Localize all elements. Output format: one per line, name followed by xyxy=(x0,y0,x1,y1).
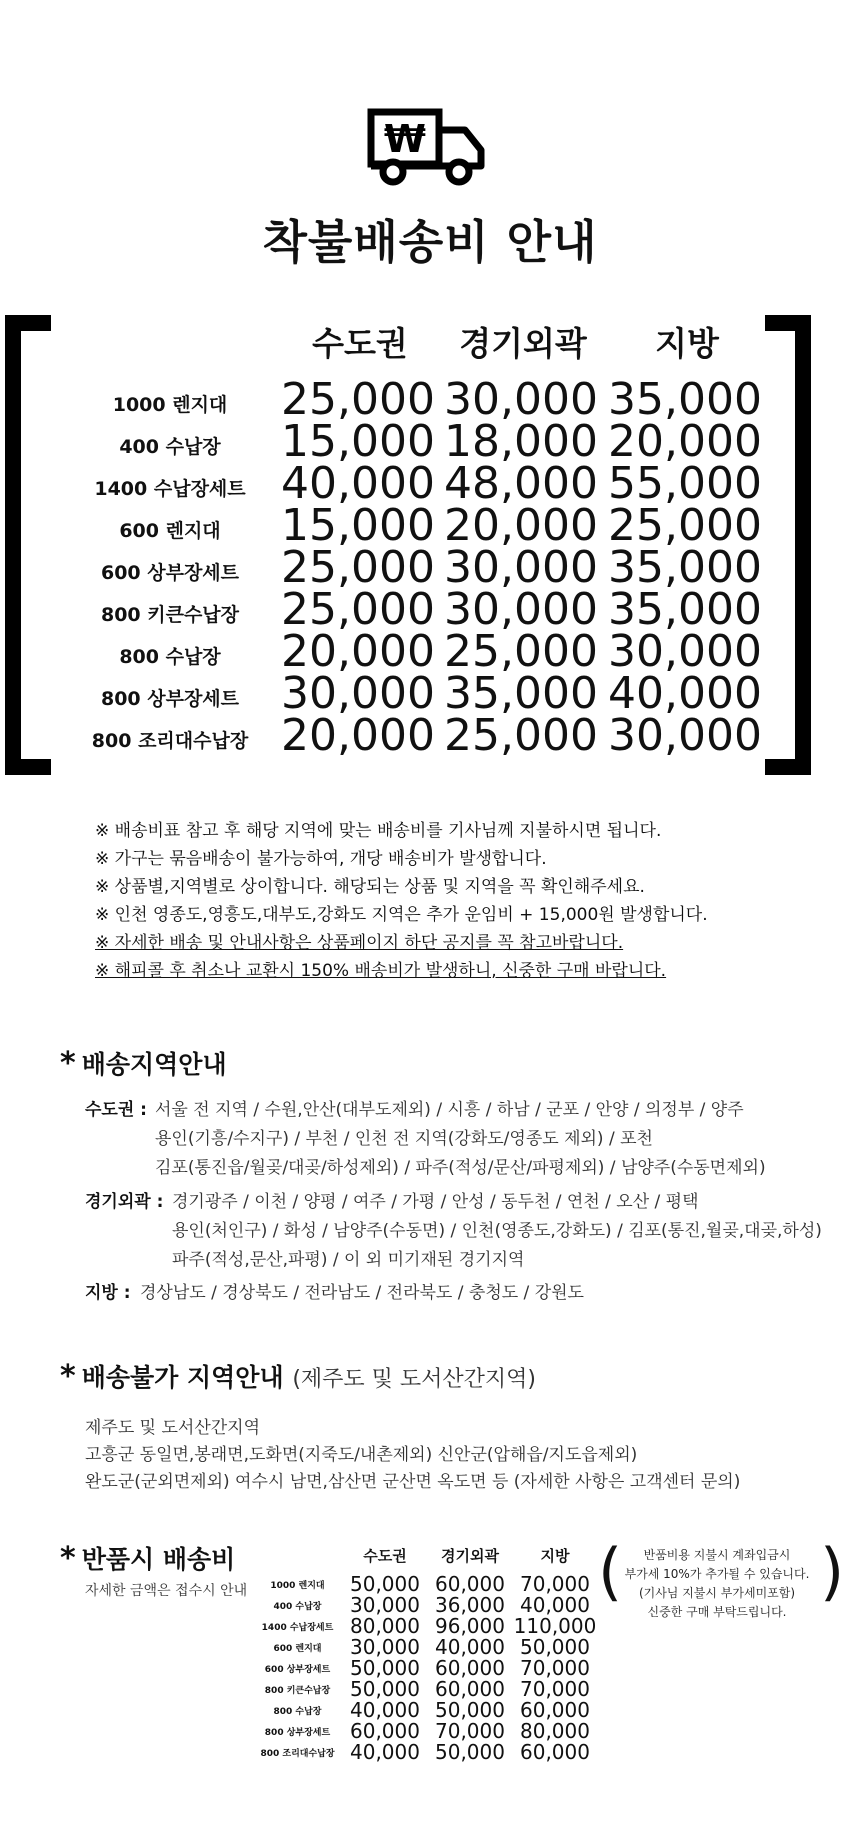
no-delivery-heading: * 배송불가 지역안내 (제주도 및 도서산간지역) xyxy=(60,1359,537,1394)
returns-price-cell: 60,000 xyxy=(435,1677,505,1701)
table-price-cell: 40,000 xyxy=(608,668,762,719)
table-price-cell: 40,000 xyxy=(281,458,435,509)
returns-price-cell: 50,000 xyxy=(350,1572,420,1596)
outer-label: 경기외곽 : xyxy=(85,1192,164,1212)
note-1: ※ 배송비표 참고 후 해당 지역에 맞는 배송비를 기사님께 지불하시면 됩니다. xyxy=(95,821,662,841)
returns-row-label: 600 상부장세트 xyxy=(264,1665,331,1675)
table-price-cell: 15,000 xyxy=(281,500,435,551)
delivery-truck-icon xyxy=(367,108,487,188)
table-price-cell: 20,000 xyxy=(608,416,762,467)
returns-note-line-1: 반품비용 지불시 계좌입금시 xyxy=(643,1548,791,1562)
table-row-label: 800 수납장 xyxy=(119,646,221,668)
delivery-area-heading: * 배송지역안내 xyxy=(60,1046,227,1081)
returns-price-cell: 80,000 xyxy=(350,1614,420,1638)
table-price-cell: 35,000 xyxy=(444,668,598,719)
no-delivery-line-2: 고흥군 동일면,봉래면,도화면(지죽도/내촌제외) 신안군(압해읍/지도읍제외) xyxy=(85,1445,638,1465)
returns-price-cell: 40,000 xyxy=(350,1740,420,1764)
returns-price-cell: 30,000 xyxy=(350,1635,420,1659)
returns-price-cell: 50,000 xyxy=(350,1677,420,1701)
table-row-label: 1400 수납장세트 xyxy=(94,478,246,500)
returns-column-local: 지방 xyxy=(540,1547,570,1565)
returns-price-cell: 80,000 xyxy=(520,1719,590,1743)
returns-price-cell: 110,000 xyxy=(513,1614,597,1638)
left-bracket xyxy=(5,315,51,775)
table-row-label: 400 수납장 xyxy=(119,436,221,458)
note-4: ※ 인천 영종도,영흥도,대부도,강화도 지역은 추가 운임비 + 15,000원 발생합니다. xyxy=(95,905,708,925)
returns-price-cell: 50,000 xyxy=(350,1656,420,1680)
table-price-cell: 30,000 xyxy=(444,374,598,425)
no-delivery-line-1: 제주도 및 도서산간지역 xyxy=(85,1418,261,1438)
note-3: ※ 상품별,지역별로 상이합니다. 해당되는 상품 및 지역을 꼭 확인해주세요. xyxy=(95,877,645,897)
returns-row-label: 800 조리대수납장 xyxy=(260,1749,335,1759)
outer-line-1: 경기광주 / 이천 / 양평 / 여주 / 가평 / 안성 / 동두천 / 연천 / 오산 / 평택 xyxy=(172,1192,699,1212)
returns-price-cell: 30,000 xyxy=(350,1593,420,1617)
returns-price-cell: 70,000 xyxy=(520,1677,590,1701)
table-row-label: 800 조리대수납장 xyxy=(91,730,249,752)
no-delivery-line-3: 완도군(군외면제외) 여수시 남면,삼산면 군산면 옥도면 등 (자세한 사항은 고객센터 문의) xyxy=(85,1472,741,1492)
returns-row-label: 400 수납장 xyxy=(273,1602,322,1612)
table-price-cell: 48,000 xyxy=(444,458,598,509)
returns-price-cell: 40,000 xyxy=(350,1698,420,1722)
table-price-cell: 15,000 xyxy=(281,416,435,467)
returns-row-label: 1400 수납장세트 xyxy=(261,1623,334,1633)
column-header-capital: 수도권 xyxy=(312,324,408,363)
column-header-local: 지방 xyxy=(655,324,719,363)
returns-price-cell: 40,000 xyxy=(435,1635,505,1659)
returns-price-cell: 96,000 xyxy=(435,1614,505,1638)
table-price-cell: 25,000 xyxy=(608,500,762,551)
table-price-cell: 55,000 xyxy=(608,458,762,509)
table-price-cell: 25,000 xyxy=(444,710,598,761)
table-price-cell: 35,000 xyxy=(608,584,762,635)
page-title: 착불배송비 안내 xyxy=(262,215,598,269)
table-row-label: 600 렌지대 xyxy=(119,520,221,542)
returns-column-capital: 수도권 xyxy=(363,1547,407,1565)
table-price-cell: 35,000 xyxy=(608,374,762,425)
returns-row-label: 1000 렌지대 xyxy=(270,1581,325,1591)
returns-price-cell: 36,000 xyxy=(435,1593,505,1617)
capital-line-1: 서울 전 지역 / 수원,안산(대부도제외) / 시흥 / 하남 / 군포 / 안양 / 의정부 / 양주 xyxy=(155,1100,744,1120)
returns-price-cell: 60,000 xyxy=(350,1719,420,1743)
table-row-label: 1000 렌지대 xyxy=(112,394,228,416)
outer-line-2: 용인(처인구) / 화성 / 남양주(수동면) / 인천(영종도,강화도) / 김포(통진,월곶,대곶,하성) xyxy=(172,1221,822,1241)
table-price-cell: 20,000 xyxy=(281,626,435,677)
table-row-label: 600 상부장세트 xyxy=(100,562,240,584)
column-header-outer: 경기외곽 xyxy=(459,324,587,363)
table-price-cell: 25,000 xyxy=(281,374,435,425)
outer-line-3: 파주(적성,문산,파평) / 이 외 미기재된 경기지역 xyxy=(172,1250,525,1270)
table-price-cell: 30,000 xyxy=(444,584,598,635)
returns-price-cell: 60,000 xyxy=(520,1740,590,1764)
table-price-cell: 25,000 xyxy=(281,542,435,593)
returns-row-label: 800 키큰수납장 xyxy=(264,1686,331,1696)
returns-price-cell: 60,000 xyxy=(520,1698,590,1722)
returns-row-label: 800 상부장세트 xyxy=(264,1728,331,1738)
table-price-cell: 30,000 xyxy=(608,710,762,761)
returns-row-label: 800 수납장 xyxy=(273,1707,322,1717)
returns-note-open-paren: ( xyxy=(598,1535,623,1608)
returns-price-cell: 50,000 xyxy=(435,1698,505,1722)
returns-price-cell: 40,000 xyxy=(520,1593,590,1617)
returns-price-cell: 50,000 xyxy=(435,1740,505,1764)
table-price-cell: 30,000 xyxy=(608,626,762,677)
capital-label: 수도권 : xyxy=(85,1100,147,1120)
table-row-label: 800 상부장세트 xyxy=(100,688,240,710)
returns-note-line-4: 신중한 구매 부탁드립니다. xyxy=(647,1605,787,1619)
local-label: 지방 : xyxy=(85,1283,131,1303)
returns-price-cell: 70,000 xyxy=(520,1656,590,1680)
table-price-cell: 30,000 xyxy=(444,542,598,593)
note-5: ※ 자세한 배송 및 안내사항은 상품페이지 하단 공지를 꼭 참고바랍니다. xyxy=(95,933,624,953)
capital-line-3: 김포(통진읍/월곶/대곶/하성제외) / 파주(적성/문산/파평제외) / 남양주(수동면제외) xyxy=(155,1158,766,1178)
returns-note-line-3: (기사님 지불시 부가세미포함) xyxy=(638,1586,796,1600)
table-price-cell: 18,000 xyxy=(444,416,598,467)
returns-price-cell: 60,000 xyxy=(435,1572,505,1596)
table-price-cell: 30,000 xyxy=(281,668,435,719)
table-price-cell: 35,000 xyxy=(608,542,762,593)
note-2: ※ 가구는 묶음배송이 불가능하여, 개당 배송비가 발생합니다. xyxy=(95,849,547,869)
table-row-label: 800 키큰수납장 xyxy=(100,604,240,626)
local-line: 경상남도 / 경상북도 / 전라남도 / 전라북도 / 충청도 / 강원도 xyxy=(140,1283,584,1303)
returns-note-close-paren: ) xyxy=(820,1535,845,1608)
returns-row-label: 600 렌지대 xyxy=(273,1644,322,1654)
table-price-cell: 25,000 xyxy=(281,584,435,635)
capital-line-2: 용인(기흥/수지구) / 부천 / 인천 전 지역(강화도/영종도 제외) / 포천 xyxy=(155,1129,653,1149)
returns-price-cell: 60,000 xyxy=(435,1656,505,1680)
returns-price-cell: 70,000 xyxy=(520,1572,590,1596)
won-symbol: ₩ xyxy=(384,117,426,161)
returns-subtext: 자세한 금액은 접수시 안내 xyxy=(85,1583,248,1599)
returns-heading: * 반품시 배송비 xyxy=(60,1541,236,1576)
table-price-cell: 25,000 xyxy=(444,626,598,677)
returns-note-line-2: 부가세 10%가 추가될 수 있습니다. xyxy=(624,1567,810,1581)
returns-price-cell: 50,000 xyxy=(520,1635,590,1659)
table-price-cell: 20,000 xyxy=(281,710,435,761)
returns-column-outer: 경기외곽 xyxy=(441,1547,499,1565)
table-price-cell: 20,000 xyxy=(444,500,598,551)
right-bracket xyxy=(765,315,811,775)
note-6: ※ 해피콜 후 취소나 교환시 150% 배송비가 발생하니, 신중한 구매 바랍니다. xyxy=(95,961,667,981)
returns-price-cell: 70,000 xyxy=(435,1719,505,1743)
